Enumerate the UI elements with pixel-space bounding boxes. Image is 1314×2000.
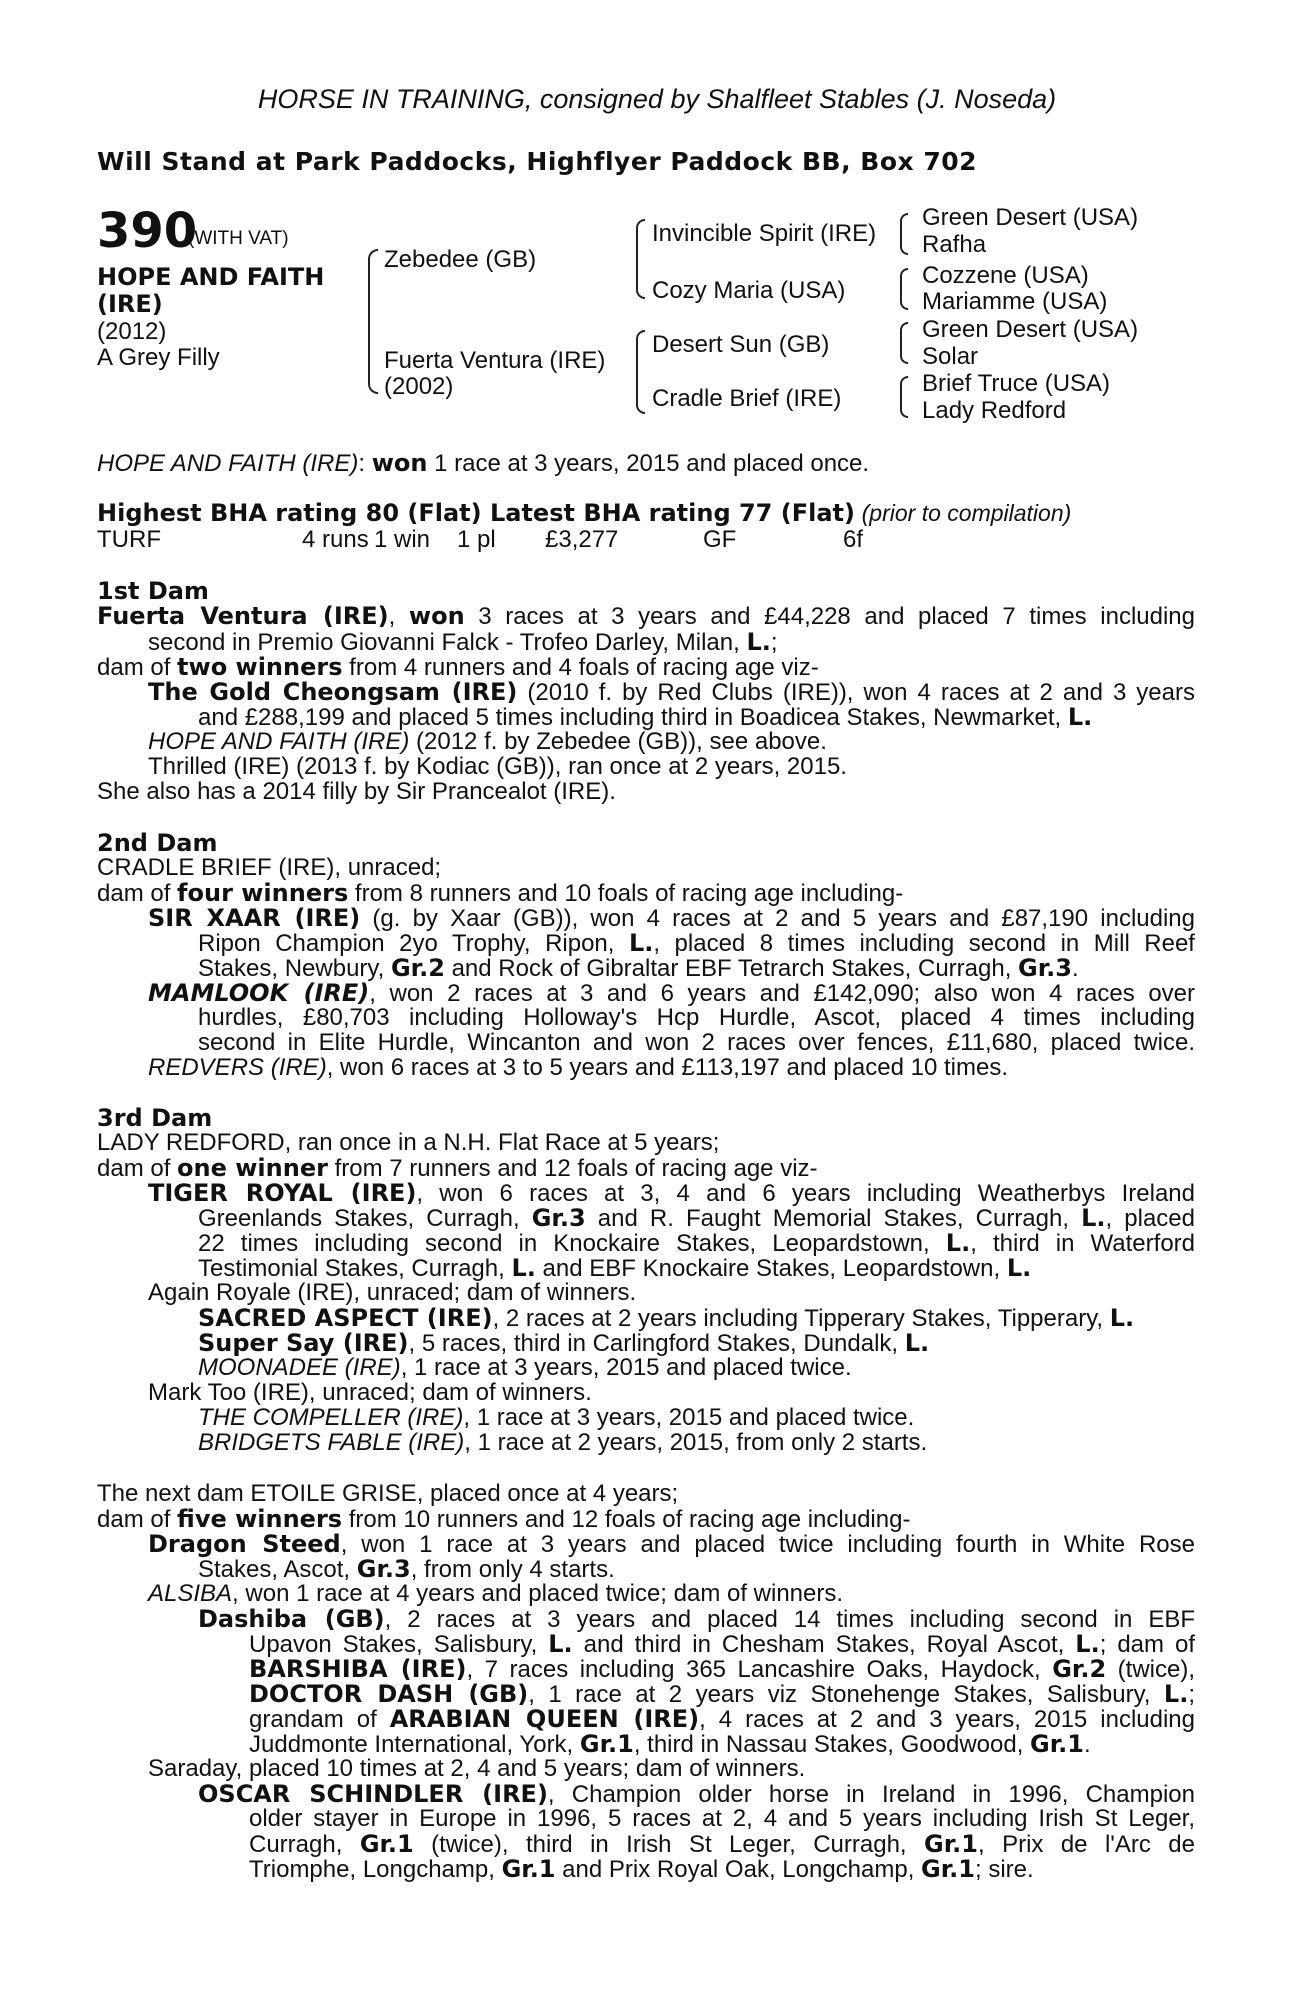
pedigree-brace — [900, 268, 908, 310]
dam-line: She also has a 2014 filly by Sir Prancealot (IRE). — [97, 778, 616, 805]
progeny-line: Thrilled (IRE) (2013 f. by Kodiac (GB)), ran once at 2 years, 2015. — [148, 753, 847, 780]
bha-rating: Highest BHA rating 80 (Flat) Latest BHA rating 77 (Flat) (prior to compilation) — [97, 499, 1072, 527]
great-grandparent: Mariamme (USA) — [922, 288, 1108, 315]
great-grandparent: Green Desert (USA) — [922, 204, 1139, 231]
progeny-line: and £288,199 and placed 5 times including third in Boadicea Stakes, Newmarket, L. — [198, 703, 1093, 731]
progeny-line: older stayer in Europe in 1996, 5 races at 2, 4 and 5 years including Irish St Leger, — [249, 1805, 1195, 1832]
progeny-line: BARSHIBA (IRE), 7 races including 365 Lancashire Oaks, Haydock, Gr.2 (twice), — [249, 1655, 1196, 1683]
pedigree-brace — [636, 330, 645, 414]
great-grandparent: Rafha — [922, 231, 987, 258]
progeny-line: Stakes, Newbury, Gr.2 and Rock of Gibraltar EBF Tetrarch Stakes, Curragh, Gr.3. — [198, 954, 1079, 982]
dam-year: (2002) — [384, 373, 454, 400]
progeny-line: Saraday, placed 10 times at 2, 4 and 5 years; dam of winners. — [148, 1755, 806, 1782]
great-grandparent: Green Desert (USA) — [922, 316, 1139, 343]
horse-description: A Grey Filly — [97, 344, 220, 371]
progeny-line: MOONADEE (IRE), 1 race at 3 years, 2015 and placed twice. — [198, 1354, 852, 1381]
progeny-line: Mark Too (IRE), unraced; dam of winners. — [148, 1379, 592, 1406]
pedigree-brace — [900, 376, 908, 418]
section-heading: 2nd Dam — [97, 829, 218, 857]
dam-line: second in Premio Giovanni Falck - Trofeo Darley, Milan, L.; — [148, 628, 778, 656]
progeny-line: HOPE AND FAITH (IRE) (2012 f. by Zebedee (GB)), see above. — [148, 728, 827, 755]
sire-sire: Invincible Spirit (IRE) — [652, 220, 877, 247]
progeny-line: Testimonial Stakes, Curragh, L. and EBF Knockaire Stakes, Leopardstown, L. — [198, 1254, 1032, 1282]
great-grandparent: Brief Truce (USA) — [922, 370, 1111, 397]
surface: TURF — [97, 526, 161, 553]
dam-line: The next dam ETOILE GRISE, placed once at 4 years; — [97, 1480, 679, 1507]
progeny-line: OSCAR SCHINDLER (IRE), Champion older horse in Ireland in 1996, Champion — [198, 1780, 1195, 1808]
sire: Zebedee (GB) — [384, 246, 537, 273]
progeny-line: THE COMPELLER (IRE), 1 race at 3 years, 2015 and placed twice. — [198, 1404, 915, 1431]
race-summary: HOPE AND FAITH (IRE): won 1 race at 3 years, 2015 and placed once. — [97, 449, 870, 477]
dam-line: dam of five winners from 10 runners and 12 foals of racing age including- — [97, 1505, 911, 1533]
progeny-line: MAMLOOK (IRE), won 2 races at 3 and 6 years and £142,090; also won 4 races over — [148, 979, 1196, 1007]
progeny-line: Greenlands Stakes, Curragh, Gr.3 and R. Faught Memorial Stakes, Curragh, L., placed — [198, 1204, 1195, 1232]
catalogue-title: HORSE IN TRAINING, consigned by Shalfleet Stables (J. Noseda) — [257, 84, 1057, 114]
dam: Fuerta Ventura (IRE) — [384, 347, 606, 374]
dam-line: LADY REDFORD, ran once in a N.H. Flat Race at 5 years; — [97, 1129, 720, 1156]
progeny-line: Again Royale (IRE), unraced; dam of winners. — [148, 1279, 637, 1306]
progeny-line: 22 times including second in Knockaire Stakes, Leopardstown, L., third in Waterford — [198, 1229, 1196, 1257]
great-grandparent: Lady Redford — [922, 397, 1067, 424]
progeny-line: Dashiba (GB), 2 races at 3 years and placed 14 times including second in EBF — [198, 1605, 1196, 1633]
progeny-line: Stakes, Ascot, Gr.3, from only 4 starts. — [198, 1555, 615, 1583]
progeny-line: ALSIBA, won 1 race at 4 years and placed twice; dam of winners. — [148, 1580, 844, 1607]
pedigree-brace — [636, 219, 645, 299]
section-heading: 1st Dam — [97, 577, 209, 605]
progeny-line: grandam of ARABIAN QUEEN (IRE), 4 races at 2 and 3 years, 2015 including — [249, 1705, 1196, 1733]
dam-line: dam of one winner from 7 runners and 12 foals of racing age viz- — [97, 1154, 818, 1182]
stand-location: Will Stand at Park Paddocks, Highflyer Paddock BB, Box 702 — [97, 147, 978, 176]
wins: 1 win — [374, 526, 431, 553]
progeny-line: BRIDGETS FABLE (IRE), 1 race at 2 years, 2015, from only 2 starts. — [198, 1429, 928, 1456]
horse-name: HOPE AND FAITH — [97, 263, 325, 291]
distance: 6f — [843, 526, 864, 553]
places: 1 pl — [457, 526, 496, 553]
pedigree-brace — [368, 249, 378, 394]
progeny-line: SIR XAAR (IRE) (g. by Xaar (GB)), won 4 races at 2 and 5 years and £87,190 including — [148, 904, 1195, 932]
earnings: £3,277 — [545, 526, 619, 553]
progeny-line: Ripon Champion 2yo Trophy, Ripon, L., placed 8 times including second in Mill Reef — [198, 929, 1195, 957]
progeny-line: hurdles, £80,703 including Holloway's Hcp Hurdle, Ascot, placed 4 times including — [198, 1004, 1195, 1031]
progeny-line: second in Elite Hurdle, Wincanton and won 2 races over fences, £11,680, placed twice. — [198, 1029, 1195, 1056]
progeny-line: Upavon Stakes, Salisbury, L. and third in Chesham Stakes, Royal Ascot, L.; dam of — [249, 1630, 1196, 1658]
sire-dam: Cozy Maria (USA) — [652, 277, 846, 304]
progeny-line: SACRED ASPECT (IRE), 2 races at 2 years including Tipperary Stakes, Tipperary, L. — [198, 1304, 1135, 1332]
progeny-line: REDVERS (IRE), won 6 races at 3 to 5 years and £113,197 and placed 10 times. — [148, 1054, 1009, 1081]
dam-line: CRADLE BRIEF (IRE), unraced; — [97, 854, 442, 881]
progeny-line: Triomphe, Longchamp, Gr.1 and Prix Royal Oak, Longchamp, Gr.1; sire. — [249, 1855, 1034, 1883]
runs: 4 runs — [302, 526, 369, 553]
progeny-line: Dragon Steed, won 1 race at 3 years and placed twice including fourth in White Rose — [148, 1530, 1195, 1558]
dam-dam: Cradle Brief (IRE) — [652, 385, 842, 412]
horse-country: (IRE) — [97, 290, 163, 318]
progeny-line: Super Say (IRE), 5 races, third in Carlingford Stakes, Dundalk, L. — [198, 1329, 930, 1357]
progeny-line: DOCTOR DASH (GB), 1 race at 2 years viz Stonehenge Stakes, Salisbury, L.; — [249, 1680, 1196, 1708]
great-grandparent: Cozzene (USA) — [922, 262, 1089, 289]
dam-sire: Desert Sun (GB) — [652, 331, 830, 358]
pedigree-brace — [900, 213, 908, 255]
great-grandparent: Solar — [922, 343, 979, 370]
going: GF — [703, 526, 737, 553]
dam-line: dam of four winners from 8 runners and 10 foals of racing age including- — [97, 879, 904, 907]
progeny-line: Curragh, Gr.1 (twice), third in Irish St Leger, Curragh, Gr.1, Prix de l'Arc de — [249, 1830, 1195, 1858]
foaling-year: (2012) — [97, 318, 167, 345]
progeny-line: TIGER ROYAL (IRE), won 6 races at 3, 4 and 6 years including Weatherbys Ireland — [148, 1179, 1196, 1207]
vat-note: (WITH VAT) — [188, 228, 289, 249]
section-heading: 3rd Dam — [97, 1104, 213, 1132]
progeny-line: Juddmonte International, York, Gr.1, third in Nassau Stakes, Goodwood, Gr.1. — [249, 1730, 1091, 1758]
lot-number: 390 — [97, 203, 198, 259]
progeny-line: The Gold Cheongsam (IRE) (2010 f. by Red Clubs (IRE)), won 4 races at 2 and 3 years — [148, 678, 1195, 706]
pedigree-brace — [900, 322, 908, 364]
dam-line: Fuerta Ventura (IRE), won 3 races at 3 years and £44,228 and placed 7 times including — [97, 602, 1196, 630]
dam-line: dam of two winners from 4 runners and 4 foals of racing age viz- — [97, 653, 819, 681]
